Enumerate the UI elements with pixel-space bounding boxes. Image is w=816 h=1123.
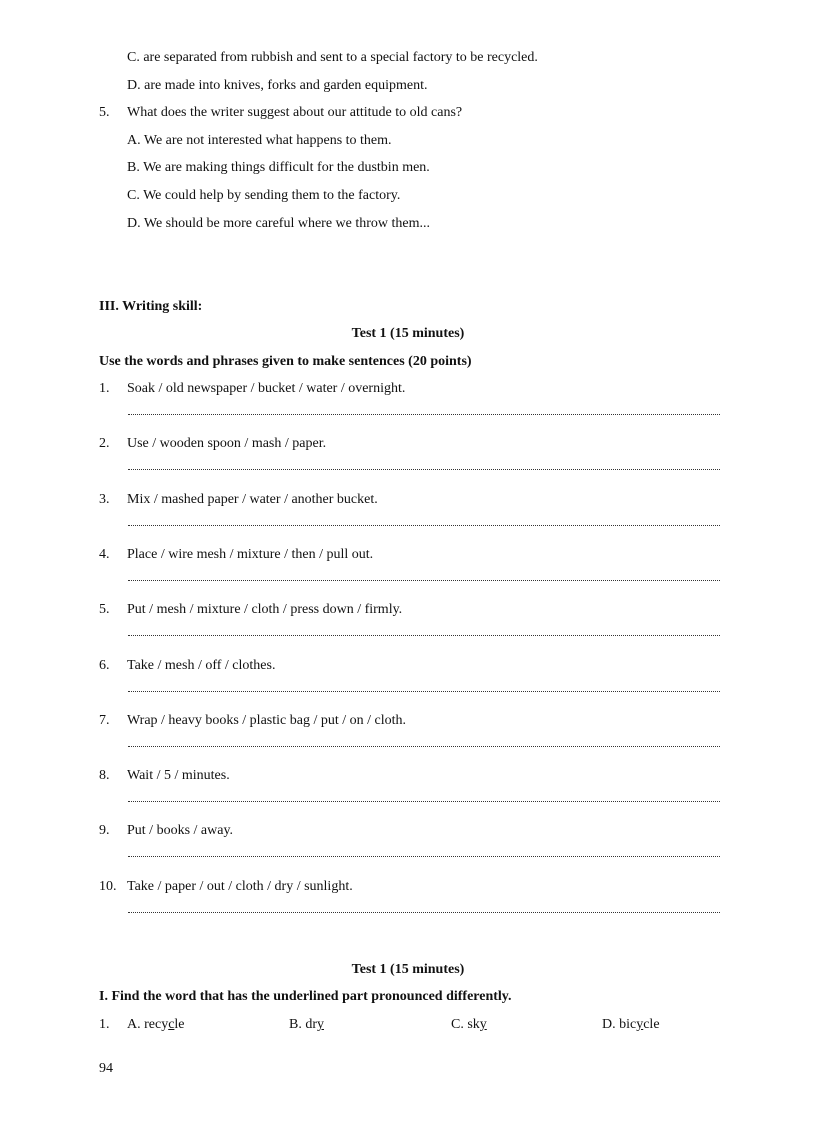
test-title-phonetics: Test 1 (15 minutes) bbox=[351, 962, 465, 977]
item-number: 2. bbox=[99, 436, 110, 451]
answer-line[interactable] bbox=[128, 580, 720, 581]
item-number: 9. bbox=[99, 823, 110, 838]
answer-line[interactable] bbox=[128, 525, 720, 526]
q5-option-d: D. We should be more careful where we throw them... bbox=[127, 216, 431, 231]
answer-line[interactable] bbox=[128, 746, 720, 747]
page-number: 94 bbox=[99, 1061, 113, 1076]
q4-option-c: C. are separated from rubbish and sent to a special factory to be recycled. bbox=[127, 50, 538, 65]
question-number: 1. bbox=[99, 1017, 110, 1032]
answer-line[interactable] bbox=[128, 856, 720, 857]
item-number: 6. bbox=[99, 658, 110, 673]
question-number: 5. bbox=[99, 105, 110, 120]
answer-line[interactable] bbox=[128, 635, 720, 636]
answer-line[interactable] bbox=[128, 801, 720, 802]
option-d: D. bicycle bbox=[602, 1017, 660, 1032]
item-number: 7. bbox=[99, 713, 110, 728]
item-prompt: Take / paper / out / cloth / dry / sunlight. bbox=[127, 879, 353, 894]
q5-option-a: A. We are not interested what happens to them. bbox=[127, 133, 392, 148]
phonetics-instruction: I. Find the word that has the underlined part pronounced differently. bbox=[99, 989, 512, 1004]
q5-option-c: C. We could help by sending them to the factory. bbox=[127, 188, 401, 203]
underlined-part: y bbox=[317, 1017, 324, 1032]
item-prompt: Wait / 5 / minutes. bbox=[127, 768, 230, 783]
question-text: What does the writer suggest about our attitude to old cans? bbox=[127, 105, 463, 120]
answer-line[interactable] bbox=[128, 691, 720, 692]
option-a: A. recycle bbox=[127, 1017, 185, 1032]
test-title: Test 1 (15 minutes) bbox=[351, 326, 465, 341]
item-number: 4. bbox=[99, 547, 110, 562]
underlined-part: y bbox=[479, 1017, 487, 1032]
answer-line[interactable] bbox=[128, 414, 720, 415]
option-b: B. dry bbox=[289, 1017, 324, 1032]
writing-instruction: Use the words and phrases given to make sentences (20 points) bbox=[99, 354, 472, 369]
underlined-part: y bbox=[636, 1017, 644, 1032]
item-prompt: Put / books / away. bbox=[127, 823, 234, 838]
item-number: 3. bbox=[99, 492, 110, 507]
underlined-part: c bbox=[168, 1017, 175, 1032]
answer-line[interactable] bbox=[128, 912, 720, 913]
section-title-writing: III. Writing skill: bbox=[99, 299, 203, 314]
item-prompt: Soak / old newspaper / bucket / water / overnight. bbox=[127, 381, 406, 396]
item-prompt: Mix / mashed paper / water / another bucket. bbox=[127, 492, 378, 507]
item-number: 5. bbox=[99, 602, 110, 617]
item-number: 1. bbox=[99, 381, 110, 396]
q4-option-d: D. are made into knives, forks and garden equipment. bbox=[127, 78, 428, 93]
item-prompt: Use / wooden spoon / mash / paper. bbox=[127, 436, 327, 451]
answer-line[interactable] bbox=[128, 469, 720, 470]
option-c: C. sky bbox=[451, 1017, 487, 1032]
q5-option-b: B. We are making things difficult for the dustbin men. bbox=[127, 160, 430, 175]
item-prompt: Take / mesh / off / clothes. bbox=[127, 658, 276, 673]
item-number: 8. bbox=[99, 768, 110, 783]
item-prompt: Wrap / heavy books / plastic bag / put / on / cloth. bbox=[127, 713, 406, 728]
item-prompt: Put / mesh / mixture / cloth / press down / firmly. bbox=[127, 602, 403, 617]
item-prompt: Place / wire mesh / mixture / then / pull out. bbox=[127, 547, 374, 562]
item-number: 10. bbox=[99, 879, 117, 894]
